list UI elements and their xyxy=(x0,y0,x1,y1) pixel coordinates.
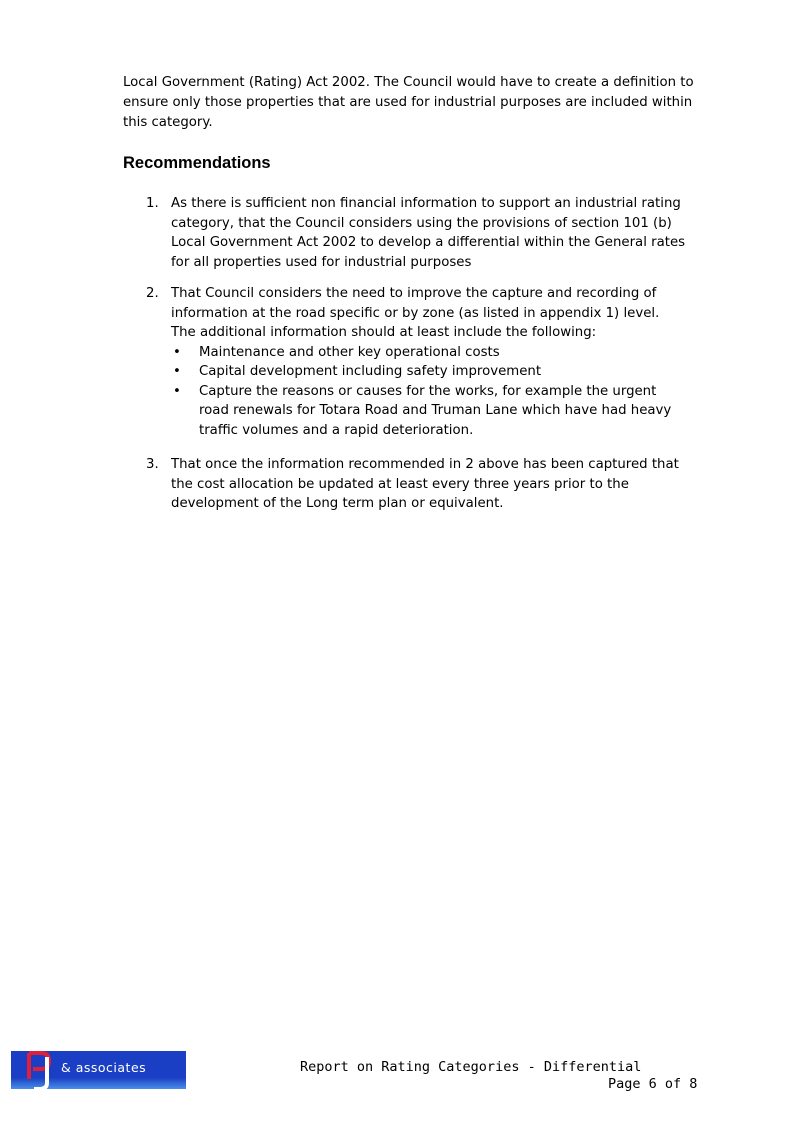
list-item-text: Capital development including safety improvement xyxy=(199,364,542,379)
intro-paragraph: Local Government (Rating) Act 2002. The Council would have to create a definition to ensure only those properties that are used for industrial purposes are included within this category. xyxy=(123,75,694,130)
recommendation-text: As there is sufficient non financial information to support an industrial rating category, that the Council considers using the provisions of section 101 (b) Local Government Act 2002 to develop a differential within the General rates for all properties used for industrial purposes xyxy=(171,196,686,270)
recommendations-heading: Recommendations xyxy=(123,154,271,172)
recommendation-number: 2. xyxy=(146,286,159,301)
recommendation-3 xyxy=(146,455,686,514)
recommendation-text: That Council considers the need to improve the capture and recording of information at the road specific or by zone (as listed in appendix 1) level. The additional information should at least include the following: xyxy=(171,286,660,340)
recommendation-number: 3. xyxy=(146,457,159,472)
list-item xyxy=(171,382,686,441)
list-item xyxy=(171,362,686,382)
list-item-text: Capture the reasons or causes for the works, for example the urgent road renewals for Totara Road and Truman Lane which have had heavy traffic volumes and a rapid deterioration. xyxy=(199,383,672,438)
recommendation-1 xyxy=(146,194,686,272)
recommendation-2 xyxy=(146,284,686,440)
page-number: Page 6 of 8 xyxy=(608,1076,698,1092)
footer-report-title: Report on Rating Categories - Differential xyxy=(300,1059,642,1075)
bullet-icon: • xyxy=(173,344,181,360)
bullet-list xyxy=(171,343,686,441)
list-item xyxy=(171,343,686,363)
logo-text: & associates xyxy=(61,1060,147,1075)
company-logo xyxy=(11,1051,186,1089)
bullet-icon: • xyxy=(173,364,181,379)
bullet-icon: • xyxy=(173,383,181,399)
list-item-text: Maintenance and other key operational costs xyxy=(199,344,500,360)
recommendation-text: That once the information recommended in 2 above has been captured that the cost allocation be updated at least every three years prior to the development of the Long term plan or equivalent. xyxy=(171,457,679,511)
recommendation-number: 1. xyxy=(146,196,159,211)
pj-logo-mark-icon xyxy=(25,1049,59,1091)
